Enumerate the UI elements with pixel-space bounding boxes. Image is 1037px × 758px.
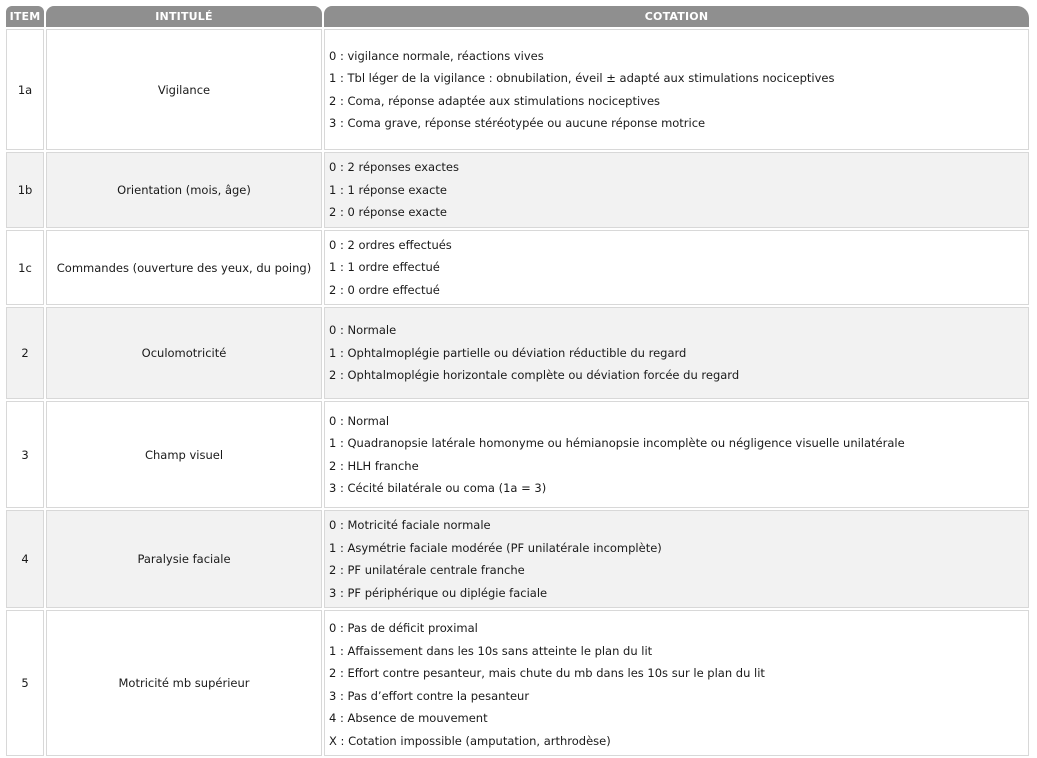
cotation-cell [324,510,1029,608]
cotation-line: 2 : Effort contre pesanteur, mais chute du mb dans les 10s sur le plan du lit [329,666,765,680]
intitule-cell: Champ visuel [46,401,322,508]
cotation-line: 1 : Affaissement dans les 10s sans atteinte le plan du lit [329,643,653,658]
table-row [6,152,1029,228]
cotation-line: X : Cotation impossible (amputation, arthrodèse) [329,733,611,748]
cotation-line: 1 : Tbl léger de la vigilance : obnubilation, éveil ± adapté aux stimulations nociceptives [329,71,835,85]
cotation-line: 2 : HLH franche [329,458,419,473]
item-cell: 4 [6,510,44,608]
cotation-cell [324,307,1029,399]
intitule-cell: Oculomotricité [46,307,322,399]
table-row [6,230,1029,305]
cotation-line: 2 : 0 ordre effectué [329,282,440,297]
cotation-line: 0 : Normal [329,413,390,428]
cotation-line: 3 : Coma grave, réponse stéréotypée ou aucune réponse motrice [329,116,706,130]
table-row [6,307,1029,399]
cotation-line: 2 : Coma, réponse adaptée aux stimulations nociceptives [329,93,661,108]
header-intitule: INTITULÉ [46,6,322,27]
cotation-cell [324,230,1029,305]
cotation-line: 0 : Normale [329,323,397,338]
cotation-line: 2 : Ophtalmoplégie horizontale complète ou déviation forcée du regard [329,368,740,383]
cotation-line: 2 : 0 réponse exacte [329,205,448,220]
cotation-line: 1 : Ophtalmoplégie partielle ou déviation réductible du regard [329,345,687,360]
cotation-line: 3 : Cécité bilatérale ou coma (1a = 3) [329,481,547,495]
cotation-line: 3 : PF périphérique ou diplégie faciale [329,585,548,600]
item-cell: 1a [6,29,44,150]
cotation-line: 0 : 2 réponses exactes [329,160,459,175]
cotation-line: 0 : Pas de déficit proximal [329,621,478,635]
intitule-cell: Paralysie faciale [46,510,322,608]
cotation-line: 1 : Quadranopsie latérale homonyme ou hémianopsie incomplète ou négligence visuelle unilatérale [329,436,905,450]
cotation-line: 2 : PF unilatérale centrale franche [329,563,525,577]
cotation-line: 0 : 2 ordres effectués [329,237,452,252]
table-row [6,610,1029,756]
cotation-cell [324,152,1029,228]
cotation-line: 3 : Pas d’effort contre la pesanteur [329,688,530,703]
cotation-line: 0 : vigilance normale, réactions vives [329,48,544,63]
cotation-cell [324,610,1029,756]
intitule-cell: Commandes (ouverture des yeux, du poing) [46,230,322,305]
intitule-cell: Orientation (mois, âge) [46,152,322,228]
cotation-line: 1 : 1 ordre effectué [329,260,440,275]
table-row [6,401,1029,508]
item-cell: 2 [6,307,44,399]
cotation-line: 0 : Motricité faciale normale [329,518,491,532]
intitule-cell: Motricité mb supérieur [46,610,322,756]
header-cotation: COTATION [324,6,1029,27]
item-cell: 1c [6,230,44,305]
intitule-cell: Vigilance [46,29,322,150]
cotation-cell [324,401,1029,508]
item-cell: 3 [6,401,44,508]
item-cell: 5 [6,610,44,756]
cotation-line: 1 : Asymétrie faciale modérée (PF unilatérale incomplète) [329,540,662,555]
item-cell: 1b [6,152,44,228]
cotation-line: 1 : 1 réponse exacte [329,182,448,197]
table-row [6,29,1029,150]
nihss-table [6,6,1029,758]
cotation-line: 4 : Absence de mouvement [329,711,488,725]
cotation-cell [324,29,1029,150]
table-header [6,6,1029,27]
header-item: ITEM [6,6,44,27]
table-row [6,510,1029,608]
